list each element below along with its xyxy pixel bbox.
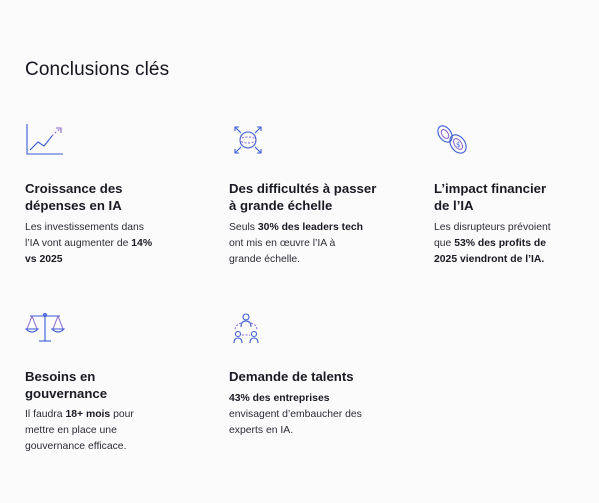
card-text: Seuls 30% des leaders tech ont mis en œuvre l’IA à grande échelle. bbox=[229, 222, 364, 265]
card-title: Besoins en gouvernance bbox=[25, 369, 108, 401]
card-text: 43% des entreprises envisagent d’embaucher des experts en IA. bbox=[229, 393, 362, 436]
card-title: L’impact financier de l’IA bbox=[434, 181, 547, 213]
card-text: Il faudra 18+ mois pour mettre en place une gouvernance efficace. bbox=[25, 409, 134, 452]
card-title: Demande de talents bbox=[229, 369, 354, 384]
balance-scale-icon bbox=[25, 309, 65, 345]
scale-expand-icon bbox=[229, 122, 269, 158]
card-text: Les disrupteurs prévoient que 53% des profits de 2025 viendront de l’IA. bbox=[434, 222, 551, 265]
trend-chart-icon bbox=[25, 122, 65, 158]
coins-icon bbox=[434, 122, 474, 158]
card-title: Des difficultés à passer à grande échelle bbox=[229, 181, 377, 213]
card-text: Les investissements dans l’IA vont augmenter de 14% vs 2025 bbox=[25, 222, 153, 265]
page-title: Conclusions clés bbox=[25, 59, 170, 80]
svg-text:$: $ bbox=[456, 141, 461, 149]
talent-network-icon bbox=[229, 309, 269, 345]
card-title: Croissance des dépenses en IA bbox=[25, 181, 123, 213]
